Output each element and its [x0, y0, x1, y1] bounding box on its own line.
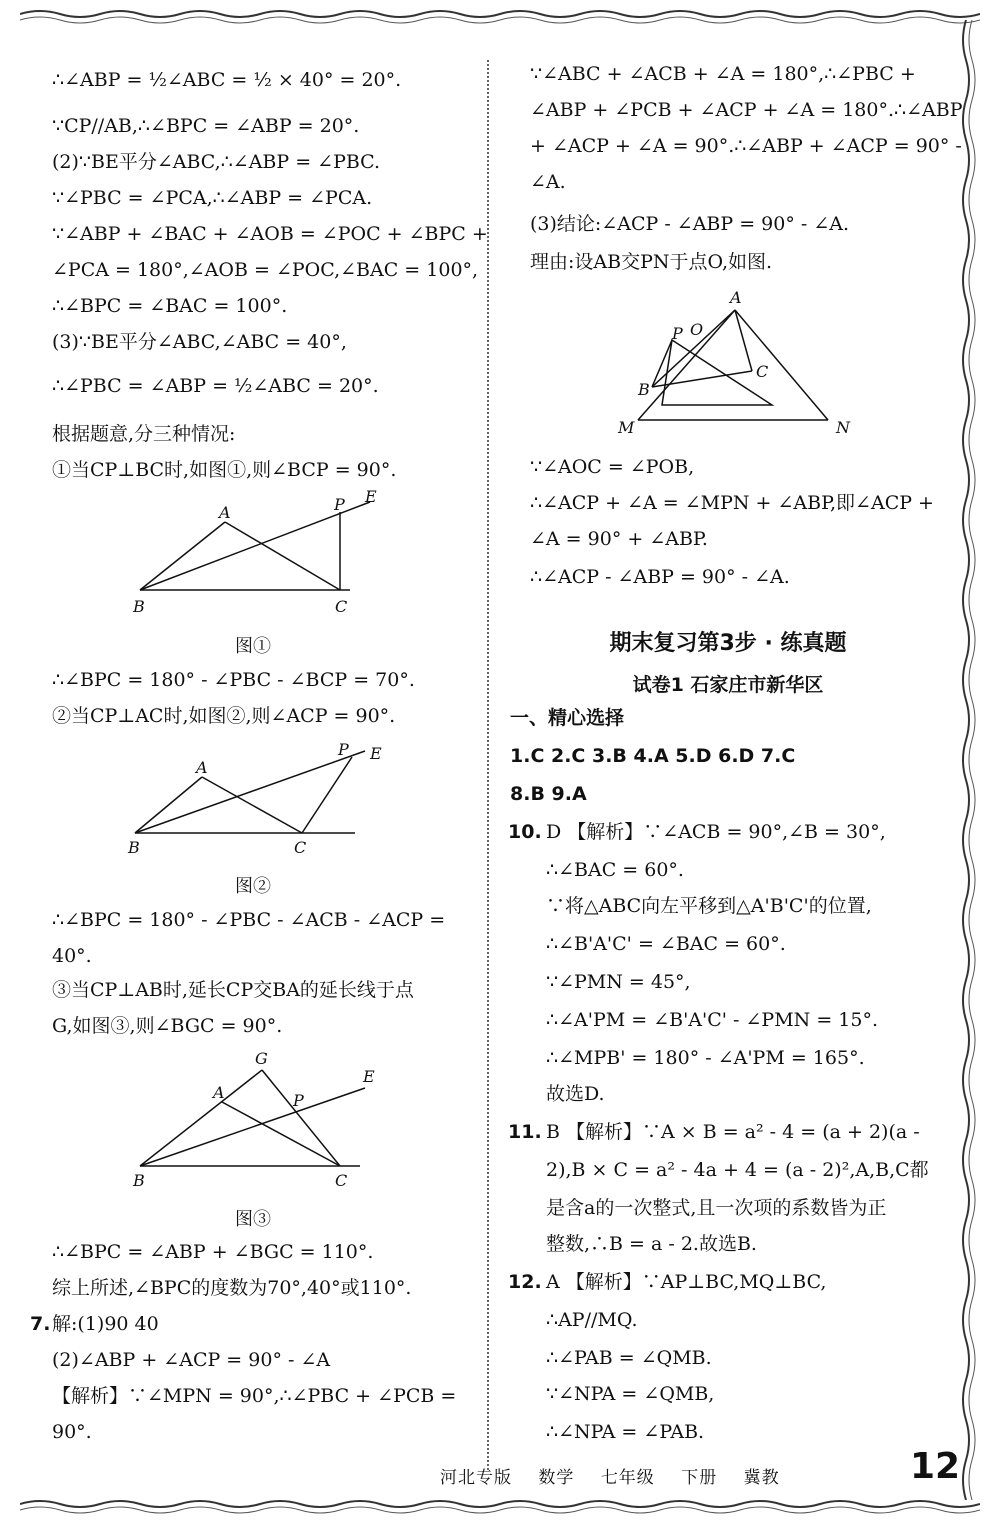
text-line: 90°. — [52, 1421, 92, 1443]
footer-volume: 下册 — [681, 1468, 718, 1488]
label-O: O — [690, 320, 704, 339]
text-line: ∵∠ABC + ∠ACB + ∠A = 180°,∴∠PBC + — [530, 63, 916, 85]
question-12-number: 12. — [508, 1271, 542, 1293]
footer-subject: 数学 — [538, 1468, 575, 1488]
text-line: 40°. — [52, 945, 92, 967]
label-E: E — [370, 744, 382, 763]
label-A: A — [219, 503, 231, 522]
figure-1-caption: 图① — [235, 636, 271, 657]
figure-3 — [125, 1048, 390, 1193]
section-title: 一、精心选择 — [510, 707, 625, 729]
figure-2 — [120, 735, 390, 865]
text-line: ∴∠NPA = ∠PAB. — [546, 1421, 705, 1443]
figure-2-caption: 图② — [235, 876, 271, 897]
text-line: B 【解析】∵A × B = a² - 4 = (a + 2)(a - — [546, 1121, 920, 1143]
text-line: 解:(1)90 40 — [52, 1313, 159, 1335]
text-line: ∴∠A'PM = ∠B'A'C' - ∠PMN = 15°. — [546, 1009, 878, 1031]
text-line: ∵∠PMN = 45°, — [546, 971, 691, 993]
text-line: (2)∵BE平分∠ABC,∴∠ABP = ∠PBC. — [52, 151, 381, 173]
figure-4 — [610, 285, 860, 445]
text-line: 【解析】∵∠MPN = 90°,∴∠PBC + ∠PCB = — [52, 1385, 457, 1407]
figure-1 — [125, 490, 385, 620]
footer-edition: 河北专版 — [440, 1468, 512, 1488]
page-footer — [440, 1463, 800, 1488]
text-line: ∵∠AOC = ∠POB, — [530, 456, 695, 478]
label-C: C — [294, 838, 307, 857]
text-line: 2),B × C = a² - 4a + 4 = (a - 2)²,A,B,C都 — [546, 1159, 929, 1181]
footer-grade: 七年级 — [600, 1468, 655, 1488]
text-line: ∴∠PAB = ∠QMB. — [546, 1347, 712, 1369]
text-line: D 【解析】∵∠ACB = 90°,∠B = 30°, — [546, 821, 886, 843]
label-P: P — [334, 495, 345, 514]
label-P: P — [293, 1091, 304, 1110]
exam-subheading: 试卷1 石家庄市新华区 — [632, 674, 824, 696]
label-B: B — [638, 380, 650, 399]
text-line: ∴∠BAC = 60°. — [546, 859, 684, 881]
text-line: ∵∠ABP + ∠BAC + ∠AOB = ∠POC + ∠BPC + — [52, 223, 488, 245]
label-C: C — [335, 597, 348, 616]
text-line: ∵∠PBC = ∠PCA,∴∠ABP = ∠PCA. — [52, 187, 373, 209]
text-line: ∴∠BPC = 180° - ∠PBC - ∠BCP = 70°. — [52, 669, 415, 691]
text-line: ∠PCA = 180°,∠AOB = ∠POC,∠BAC = 100°, — [52, 259, 479, 281]
label-A: A — [196, 758, 208, 777]
label-G: G — [255, 1049, 268, 1068]
text-line: ∴∠ACP + ∠A = ∠MPN + ∠ABP,即∠ACP + — [530, 492, 934, 514]
label-B: B — [133, 1171, 145, 1190]
label-B: B — [133, 597, 145, 616]
label-P: P — [338, 740, 349, 759]
section-heading: 期末复习第3步 · 练真题 — [609, 631, 847, 656]
label-M: M — [618, 418, 635, 437]
label-A: A — [730, 288, 742, 307]
text-line: ∵∠NPA = ∠QMB, — [546, 1383, 715, 1405]
label-C: C — [756, 362, 769, 381]
bottom-decorative-border — [20, 1498, 980, 1516]
text-line: 是含a的一次整式,且一次项的系数皆为正 — [546, 1197, 887, 1219]
text-line: 理由:设AB交PN于点O,如图. — [530, 251, 773, 273]
figure-3-caption: 图③ — [235, 1209, 271, 1230]
text-line: ∴∠MPB' = 180° - ∠A'PM = 165°. — [546, 1047, 865, 1069]
text-line: ∴∠BPC = 180° - ∠PBC - ∠ACB - ∠ACP = — [52, 909, 446, 931]
text-line: ③当CP⊥AB时,延长CP交BA的延长线于点 — [52, 979, 414, 1001]
question-7-number: 7. — [30, 1313, 51, 1335]
text-line: ∴∠ABP = ½∠ABC = ½ × 40° = 20°. — [52, 69, 402, 91]
text-line: A 【解析】∵AP⊥BC,MQ⊥BC, — [546, 1271, 827, 1293]
label-E: E — [365, 490, 377, 506]
text-line: 整数,∴B = a - 2.故选B. — [546, 1233, 757, 1255]
text-line: + ∠ACP + ∠A = 90°.∴∠ABP + ∠ACP = 90° - — [530, 135, 962, 157]
label-P: P — [672, 324, 683, 343]
text-line: (3)结论:∠ACP - ∠ABP = 90° - ∠A. — [530, 213, 850, 235]
text-line: ∵CP//AB,∴∠BPC = ∠ABP = 20°. — [52, 115, 360, 137]
text-line: 故选D. — [546, 1083, 605, 1105]
label-B: B — [128, 838, 140, 857]
label-A: A — [213, 1083, 225, 1102]
right-decorative-border — [960, 20, 978, 1500]
label-C: C — [335, 1171, 348, 1190]
question-10-number: 10. — [508, 821, 542, 843]
question-11-number: 11. — [508, 1121, 542, 1143]
text-line: ∴∠B'A'C' = ∠BAC = 60°. — [546, 933, 786, 955]
text-line: ∴∠BPC = ∠ABP + ∠BGC = 110°. — [52, 1241, 374, 1263]
text-line: ∵将△ABC向左平移到△A'B'C'的位置, — [546, 895, 872, 917]
text-line: ∠A. — [530, 171, 566, 193]
label-N: N — [836, 418, 850, 437]
top-decorative-border — [20, 8, 980, 26]
answer-row: 1.C 2.C 3.B 4.A 5.D 6.D 7.C — [510, 745, 796, 767]
text-line: ∠ABP + ∠PCB + ∠ACP + ∠A = 180°.∴∠ABP — [530, 99, 963, 121]
text-line: (3)∵BE平分∠ABC,∠ABC = 40°, — [52, 331, 347, 353]
text-line: ∠A = 90° + ∠ABP. — [530, 528, 708, 550]
footer-publisher: 冀教 — [743, 1468, 780, 1488]
page-number: 12 — [910, 1446, 961, 1487]
text-line: ∴∠ACP - ∠ABP = 90° - ∠A. — [530, 566, 790, 588]
label-E: E — [363, 1067, 375, 1086]
text-line: 综上所述,∠BPC的度数为70°,40°或110°. — [52, 1277, 412, 1299]
text-line: ①当CP⊥BC时,如图①,则∠BCP = 90°. — [52, 459, 397, 481]
text-line: ∴∠BPC = ∠BAC = 100°. — [52, 295, 288, 317]
text-line: ∴∠PBC = ∠ABP = ½∠ABC = 20°. — [52, 375, 379, 397]
text-line: ∴AP//MQ. — [546, 1309, 638, 1331]
answer-row: 8.B 9.A — [510, 783, 587, 805]
text-line: G,如图③,则∠BGC = 90°. — [52, 1015, 283, 1037]
text-line: ②当CP⊥AC时,如图②,则∠ACP = 90°. — [52, 705, 396, 727]
text-line: (2)∠ABP + ∠ACP = 90° - ∠A — [52, 1349, 331, 1371]
column-divider — [487, 60, 489, 1470]
text-line: 根据题意,分三种情况: — [52, 423, 236, 445]
